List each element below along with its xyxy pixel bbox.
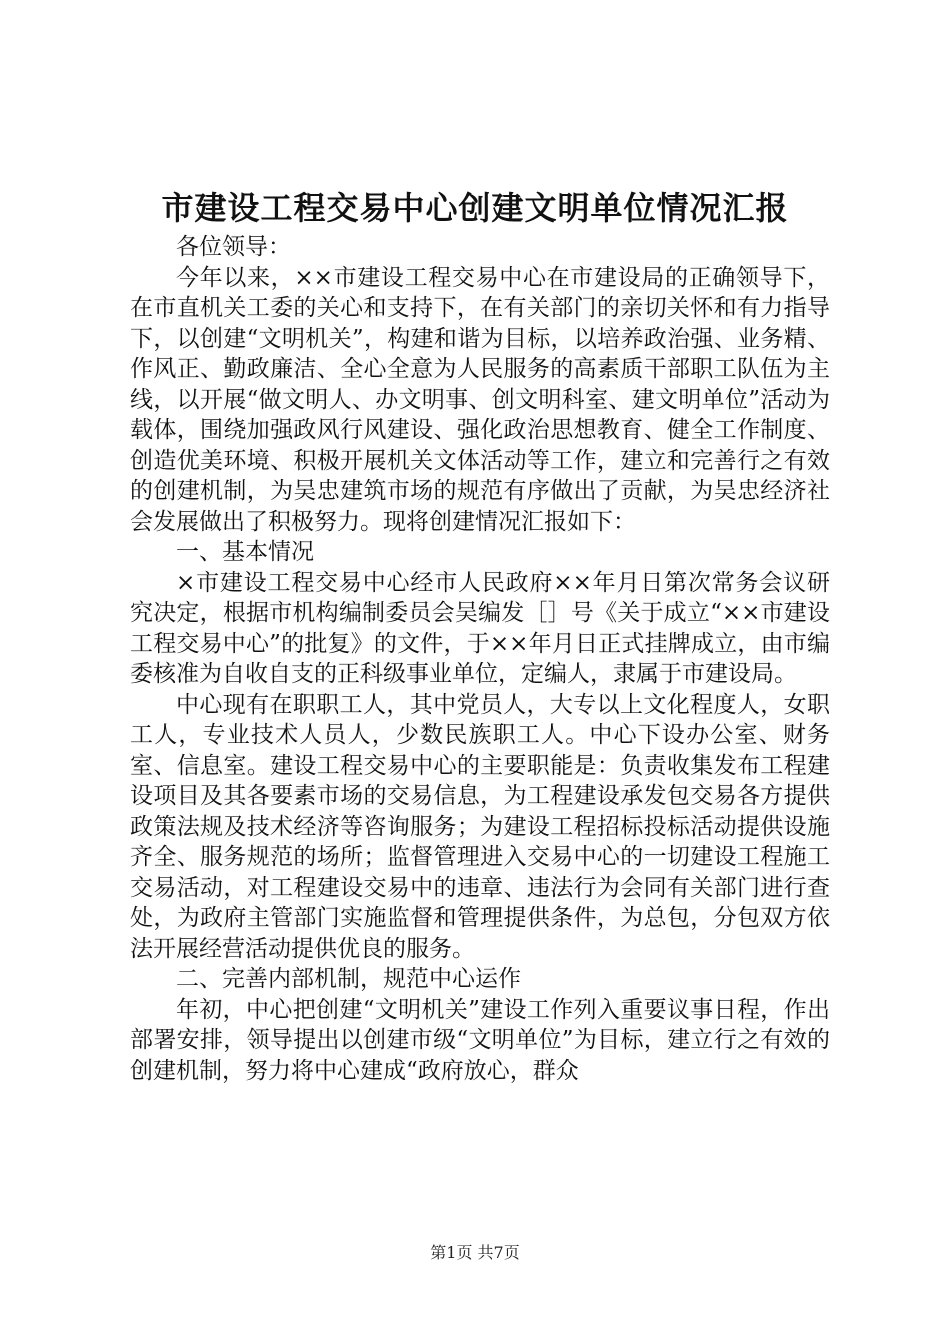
document-title: 市建设工程交易中心创建文明单位情况汇报: [161, 189, 789, 227]
salutation: 各位领导：: [176, 234, 291, 260]
section-heading-basic-situation: 一、基本情况: [176, 539, 314, 565]
paragraph-staff-and-functions: 中心现有在职职工人，其中党员人，大专以上文化程度人，女职工人，专业技术人员人，少数民族职工人。中心下设办公室、财务室、信息室。建设工程交易中心的主要职能是：负责收集发布工程建设项目及其各要素市场的交易信息，为工程建设承发包交易各方提供政策法规及技术经济等咨询服务；为建设工程招标投标活动提供设施齐全、服务规范的场所；监督管理进入交易中心的一切建设工程施工交易活动，对工程建设交易中的违章、违法行为会同有关部门进行查处，为政府主管部门实施监督和管理提供条件，为总包，分包双方依法开展经营活动提供优良的服务。: [130, 691, 830, 962]
paragraph-intro: 今年以来，××市建设工程交易中心在市建设局的正确领导下，在市直机关工委的关心和支持下，在有关部门的亲切关怀和有力指导下，以创建“文明机关”，构建和谐为目标，以培养政治强、业务精、作风正、勤政廉洁、全心全意为人民服务的高素质干部职工队伍为主线，以开展“做文明人、办文明事、创文明科室、建文明单位”活动为载体，围绕加强政风行风建设、强化政治思想教育、健全工作制度、创造优美环境、积极开展机关文体活动等工作，建立和完善行之有效的创建机制，为吴忠建筑市场的规范有序做出了贡献，为吴忠经济社会发展做出了积极努力。现将创建情况汇报如下：: [130, 264, 830, 535]
section-heading-internal-mechanism: 二、完善内部机制，规范中心运作: [176, 966, 521, 992]
document-body: [130, 232, 830, 1086]
page-number-footer: 第1页 共7页: [430, 1243, 520, 1262]
paragraph-annual-plan: 年初，中心把创建“文明机关”建设工作列入重要议事日程，作出部署安排，领导提出以创建市级“文明单位”为目标，建立行之有效的创建机制，努力将中心建成“政府放心，群众: [130, 996, 830, 1084]
paragraph-establishment: ×市建设工程交易中心经市人民政府××年月日第次常务会议研究决定，根据市机构编制委员会吴编发［］号《关于成立“××市建设工程交易中心”的批复》的文件，于××年月日正式挂牌成立，由市编委核准为自收自支的正科级事业单位，定编人，隶属于市建设局。: [130, 569, 830, 687]
